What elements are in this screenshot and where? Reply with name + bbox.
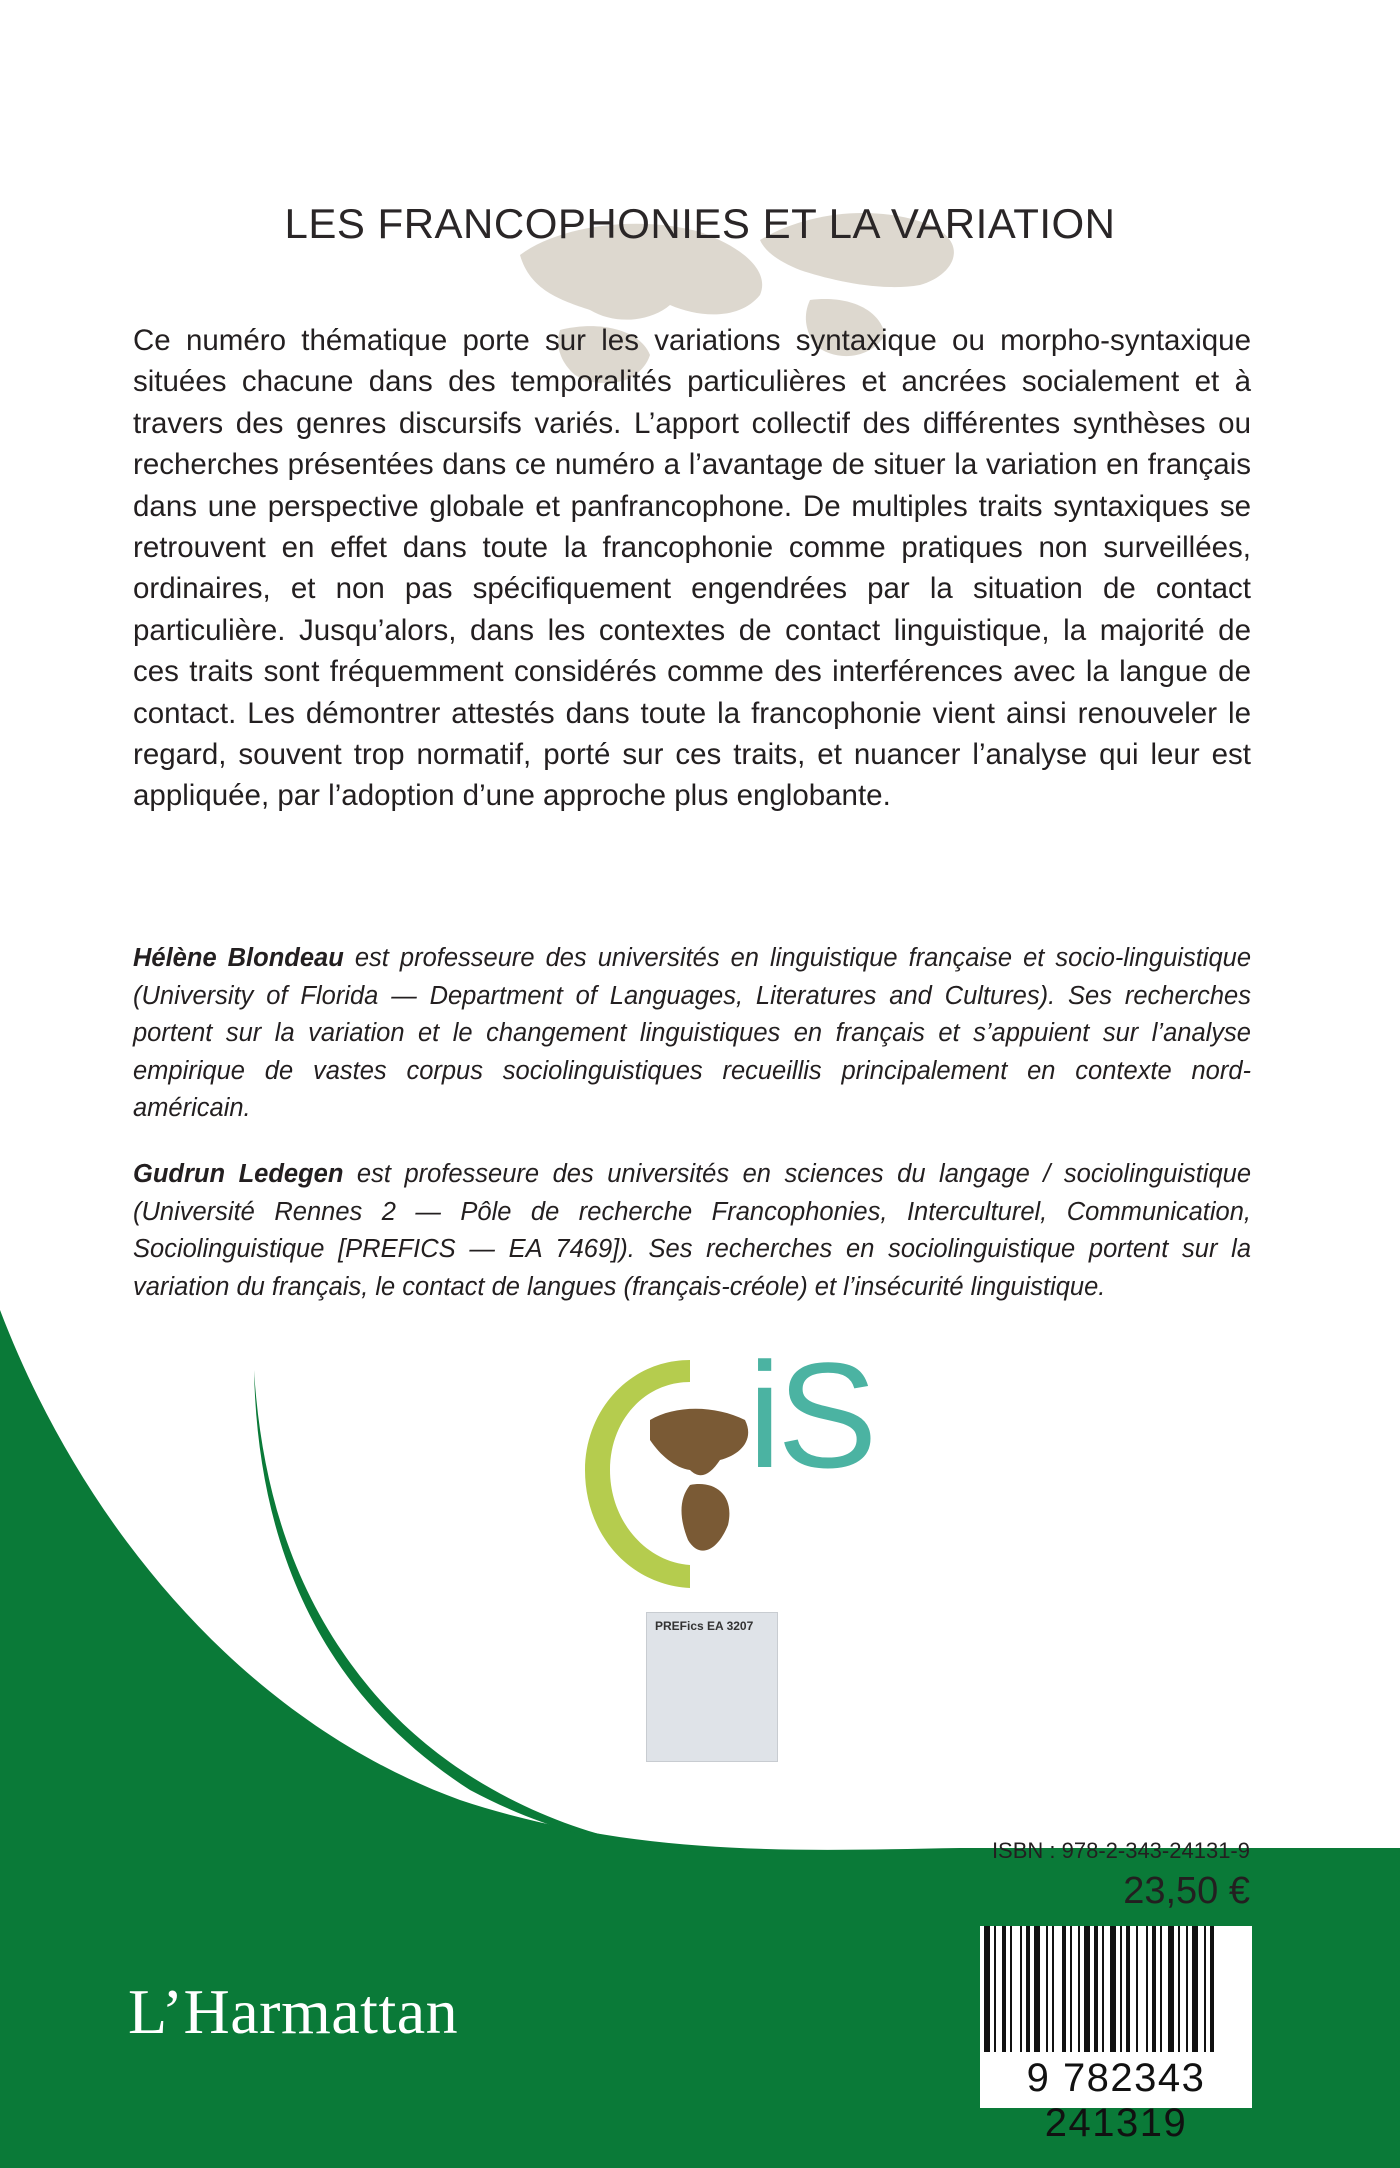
barcode-bar xyxy=(1152,1926,1156,2052)
barcode-bars xyxy=(980,1926,1252,2056)
barcode-bar xyxy=(1094,1926,1098,2052)
author-bio-text: est professeure des universités en linguistique française et socio-linguistique (University of Florida — Department of Languages, Literatures and Cultures). Ses recherches portent sur la variation et le changement linguistiques en français et s’appuient sur l’analyse empirique de vastes corpus sociolinguistiques recueillis principalement en contexte nord-américain. xyxy=(133,944,1251,1122)
barcode-bar xyxy=(1146,1926,1148,2052)
price: 23,50 € xyxy=(1123,1870,1250,1912)
cis-logo xyxy=(585,1360,760,1588)
barcode-bar xyxy=(1062,1926,1066,2052)
barcode-bar xyxy=(1070,1926,1072,2052)
book-summary: Ce numéro thématique porte sur les variations syntaxique ou morpho-syntaxique situées chacune dans des temporalités particulières et ancrées socialement et à travers des genres discursifs variés. L’apport collectif des différentes synthèses ou recherches présentées dans ce numéro a l’avantage de situer la variation en français dans une perspective globale et panfrancophone. De multiples traits syntaxiques se retrouvent en effet dans toute la francophonie comme pratiques non surveillées, ordinaires, et non pas spécifiquement engendrées par la situation de contact particulière. Jusqu’alors, dans les contextes de contact linguistique, la majorité de ces traits sont fréquemment considérés comme des interférences avec la langue de contact. Les démontrer attestés dans toute la francophonie vient ainsi renouveler le regard, souvent trop normatif, porté sur ces traits, et nuancer l’analyse qui leur est appliquée, par l’adoption d’une approche plus englobante. xyxy=(133,324,1251,813)
barcode-digits: 9 782343 241319 xyxy=(1026,2056,1206,2145)
barcode-bar xyxy=(1210,1926,1214,2052)
barcode-bar xyxy=(1178,1926,1180,2052)
barcode-bar xyxy=(1168,1926,1174,2052)
barcode-bar xyxy=(1110,1926,1116,2052)
book-title: LES FRANCOPHONIES ET LA VARIATION xyxy=(284,200,1116,247)
barcode-bar xyxy=(1034,1926,1040,2052)
barcode-bar xyxy=(1020,1926,1022,2052)
isbn: ISBN : 978-2-343-24131-9 xyxy=(991,1838,1250,1863)
prefics-logo xyxy=(646,1612,778,1762)
barcode-bar xyxy=(1192,1926,1198,2052)
barcode-bar xyxy=(1010,1926,1012,2052)
barcode-bar xyxy=(1126,1926,1130,2052)
barcode-bar xyxy=(994,1926,996,2052)
barcode-bar xyxy=(1078,1926,1080,2052)
barcode-bar xyxy=(1204,1926,1206,2052)
author-bio-text: est professeure des universités en sciences du langage / sociolinguistique (Université Rennes 2 — Pôle de recherche Francophonies, Interculturel, Communication, Sociolinguistique [PREFICS — EA 7469]). Ses recherches en sociolinguistique portent sur la variation du français, le contact de langues (français-créole) et l’insécurité linguistique. xyxy=(133,1160,1252,1301)
barcode-bar xyxy=(1186,1926,1188,2052)
barcode-bar xyxy=(1046,1926,1048,2052)
barcode-bar xyxy=(1102,1926,1104,2052)
barcode-bar xyxy=(1160,1926,1162,2052)
barcode-bar xyxy=(1026,1926,1030,2052)
prefics-label: PREFics EA 3207 xyxy=(655,1619,754,1633)
author-bio xyxy=(133,1156,1251,1306)
author-name: Gudrun Ledegen xyxy=(133,1160,344,1188)
barcode-bar xyxy=(1084,1926,1090,2052)
barcode-bar xyxy=(1120,1926,1122,2052)
barcode-bar xyxy=(1052,1926,1054,2052)
barcode-bar xyxy=(984,1926,990,2052)
barcode-bar xyxy=(1136,1926,1138,2052)
author-name: Hélène Blondeau xyxy=(133,944,344,972)
cis-logo-text: iS xyxy=(748,1331,874,1499)
publisher-logo: L’Harmattan xyxy=(128,1976,459,2047)
author-bio xyxy=(133,940,1251,1128)
barcode-bar xyxy=(1002,1926,1006,2052)
